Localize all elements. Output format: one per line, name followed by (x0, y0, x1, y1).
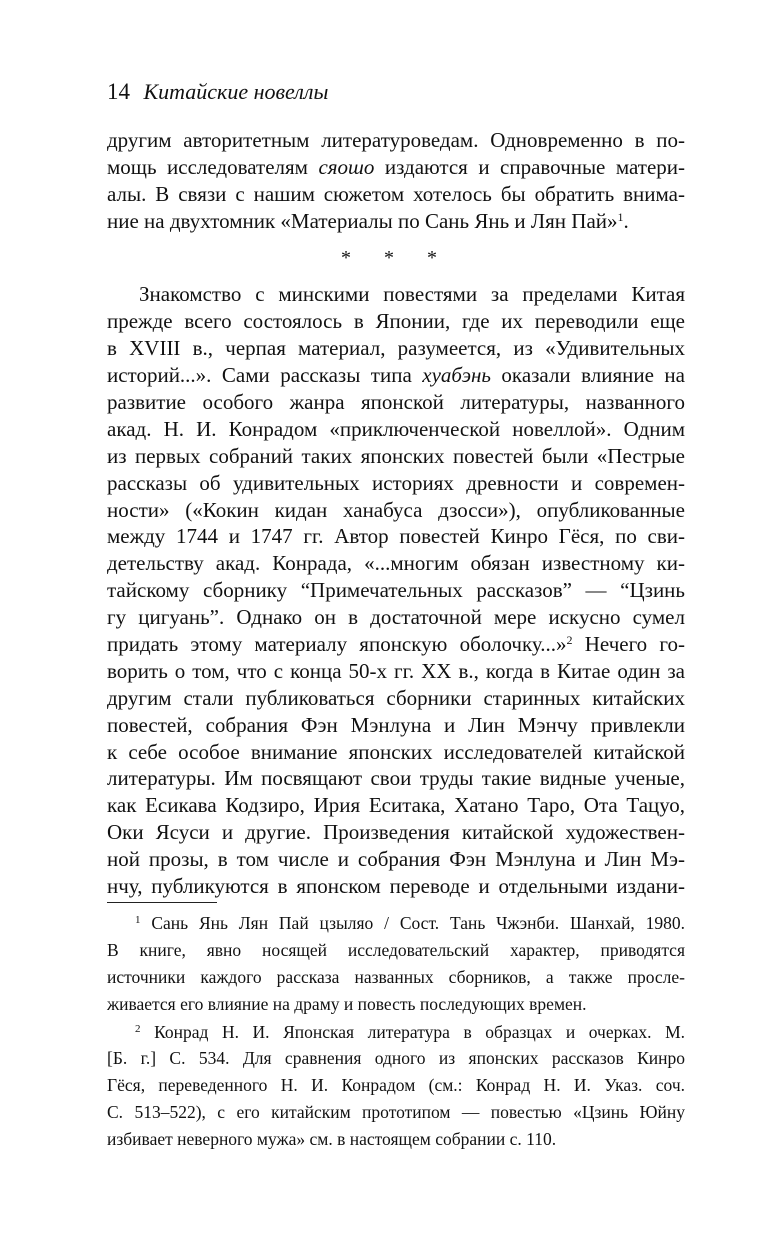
footnote-text: Конрад Н. И. Японская литература в образцах и очерках. М. (154, 1021, 685, 1042)
footnote-line: избивает неверного мужа» см. в настоящем собрании с. 110. (107, 1129, 557, 1150)
footnote-line: живается его влияние на драму и повесть последующих времен. (107, 993, 587, 1014)
text-line-part: мощь исследователям (107, 154, 319, 179)
text-line-part: придать этому материалу японскую оболочку...» (107, 632, 567, 657)
text-line: литературы. Им посвящают свои труды такие видные ученые, (107, 766, 685, 791)
footnote-line-lead (107, 913, 685, 933)
text-line: гу цигуань”. Однако он в достаточной мере искусно сумел (107, 605, 685, 630)
text-line: повестей, собрания Фэн Мэнлуна и Лин Мэнчу привлекли (107, 712, 685, 737)
text-line: детельству акад. Конрада, «...многим обязан известному ки- (107, 551, 685, 576)
text-line-part: оказали влияние на (490, 363, 685, 388)
footnote-ref: 1 (617, 209, 624, 224)
footnote-ref: 2 (566, 633, 573, 648)
footnote-line: С. 513–522), с его китайским прототипом — повестью «Цзинь Юйну (107, 1102, 685, 1123)
text-line: алы. В связи с нашим сюжетом хотелось бы обратить внима- (107, 181, 685, 206)
footnote-line (107, 1021, 685, 1048)
intro-paragraph (107, 127, 685, 235)
italic-term: хуабэнь (422, 363, 491, 388)
main-text (107, 127, 685, 900)
text-line: рассказы об удивительных историях древности и современ- (107, 470, 685, 495)
text-line: Оки Ясуси и другие. Произведения китайской художествен- (107, 820, 685, 845)
text-line: Знакомство с минскими повестями за пределами Китая (139, 282, 685, 307)
text-line: прежде всего состоялось в Японии, где их переводили еще (107, 309, 685, 334)
text-line: тайскому сборнику “Примечательных рассказов” — “Цзинь (107, 578, 685, 603)
text-line: между 1744 и 1747 гг. Автор повестей Кинро Гёся, по сви- (107, 524, 685, 549)
text-line (107, 208, 685, 235)
text-line: как Есикава Кодзиро, Ирия Еситака, Хатано Таро, Ота Тацуо, (107, 793, 685, 818)
text-line (107, 154, 685, 181)
footnote-2 (107, 1021, 685, 1155)
footnote-1 (107, 912, 685, 1020)
page-number: 14 (107, 79, 130, 104)
footnote-line: [Б. г.] С. 534. Для сравнения одного из японских рассказов Кинро (107, 1048, 685, 1069)
text-line (107, 362, 685, 389)
footnote-line (107, 912, 685, 939)
footnote-marker: 2 (135, 1022, 141, 1035)
text-line: другим стали публиковаться сборники старинных китайских (107, 685, 685, 710)
text-line: из первых собраний таких японских повестей были «Пестрые (107, 443, 685, 468)
footnote-line: В книге, явно носящей исследовательский характер, приводятся (107, 939, 685, 960)
italic-term: сяошо (318, 154, 375, 179)
text-line: ности» («Кокин кидан ханабуса дзосси»), опубликованные (107, 497, 685, 522)
text-line-part: ние на двухтомник «Материалы по Сань Янь и Лян Пай» (107, 208, 618, 233)
footnote-divider (107, 902, 217, 903)
text-line: акад. Н. И. Конрадом «приключенческой новеллой». Одним (107, 416, 685, 441)
footnote-line-lead (107, 1022, 685, 1042)
text-line-part: Нечего го- (572, 632, 685, 657)
text-line-part: историй...». Сами рассказы типа (107, 363, 423, 388)
footnote-marker: 1 (135, 914, 141, 926)
page-header (107, 78, 328, 106)
text-line: нчу, публикуются в японском переводе и отдельными издани- (107, 874, 685, 899)
text-line (107, 631, 685, 658)
text-line: к себе особое внимание японских исследователей китайской (107, 739, 685, 764)
text-line: в XVIII в., черпая материал, разумеется, из «Удивительных (107, 336, 685, 361)
text-line: другим авторитетным литературоведам. Одновременно в по- (107, 128, 685, 152)
section-break: * * * (341, 246, 451, 269)
main-paragraph (107, 281, 685, 899)
footnotes (107, 911, 685, 1155)
text-line: ной прозы, в том числе и собрания Фэн Мэнлуна и Лин Мэ- (107, 847, 685, 872)
footnote-line: Гёся, переведенного Н. И. Конрадом (см.: Конрад Н. И. Указ. соч. (107, 1075, 685, 1096)
text-line-part: издаются и справочные матери- (374, 154, 686, 179)
text-line: развитие особого жанра японской литературы, названного (107, 390, 685, 415)
footnote-line: источники каждого рассказа названных сборников, а также просле- (107, 966, 685, 987)
footnote-text: Сань Янь Лян Пай цзыляо / Сост. Тань Чжэнби. Шанхай, 1980. (151, 913, 686, 933)
running-title: Китайские новеллы (143, 79, 329, 104)
text-line: ворить о том, что с конца 50-х гг. XX в., когда в Китае один за (107, 658, 685, 683)
text-line-part: . (623, 208, 629, 233)
